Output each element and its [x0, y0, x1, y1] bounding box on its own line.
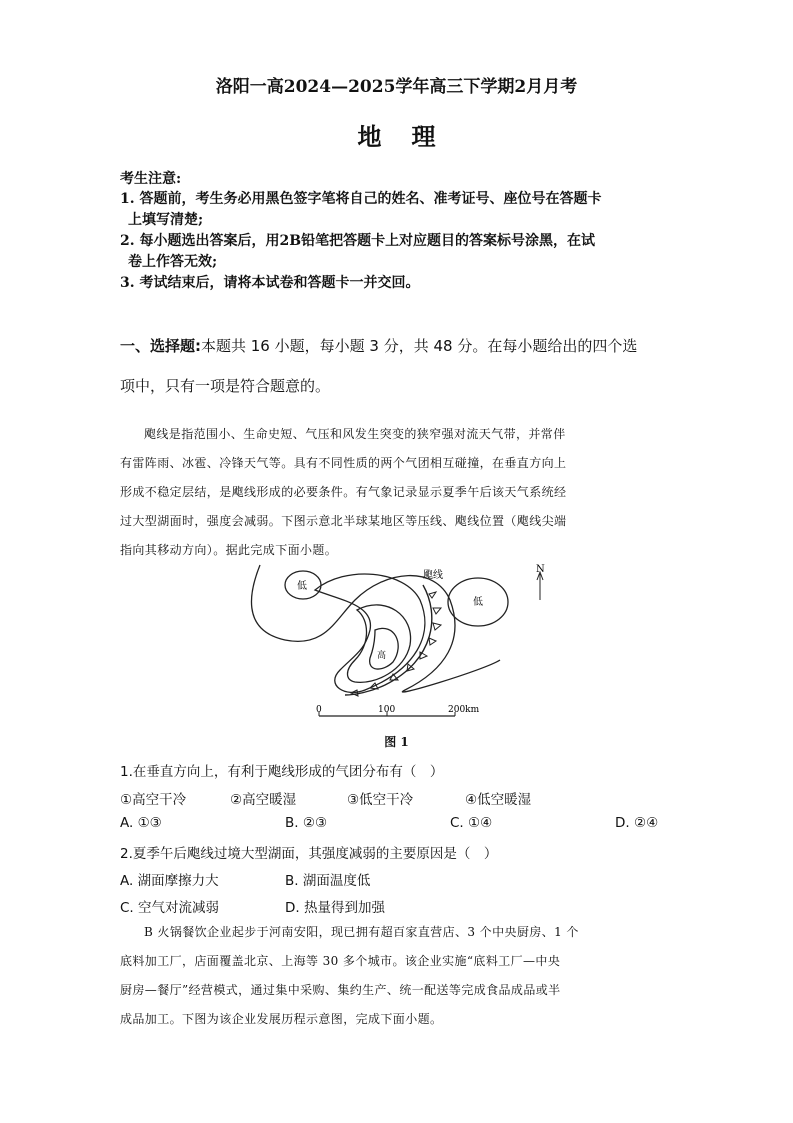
notice-item: [120, 273, 680, 294]
squall-triangle: [433, 623, 441, 630]
q2-option-d[interactable]: D. 热量得到加强: [285, 900, 385, 916]
passage-line: 指向其移动方向）。据此完成下面小题。: [120, 543, 338, 557]
passage-line: 底料加工厂，店面覆盖北京、上海等 30 多个城市。该企业实施“底料工厂—中央: [120, 954, 561, 968]
isobar-3: [348, 605, 411, 682]
passage-line: 飑线是指范围小、生命史短、气压和风发生突变的狭窄强对流天气带，并常伴: [144, 427, 566, 441]
exam-title: 洛阳一高2024—2025学年高三下学期2月月考: [215, 77, 578, 97]
notice-item-line: 2. 每小题选出答案后，用2B铅笔把答题卡上对应题目的答案标号涂黑，在试: [120, 233, 596, 249]
notice-item-line: 上填写清楚;: [128, 212, 204, 228]
squall-triangle: [429, 638, 436, 645]
passage-squall-line: [120, 420, 676, 565]
q1-statement: ③低空干冷: [347, 792, 414, 808]
q1-option-a[interactable]: A. ①③: [120, 815, 162, 831]
figure-caption: 图 1: [384, 735, 409, 749]
passage-line: 形成不稳定层结，是飑线形成的必要条件。有气象记录显示夏季午后该天气系统经: [120, 485, 567, 499]
section-text-line2: 项中，只有一项是符合题意的。: [120, 377, 331, 395]
isobar-2: [315, 574, 425, 692]
squall-triangle: [433, 608, 441, 614]
q1-option-d[interactable]: D. ②④: [615, 815, 659, 831]
passage-line: 有雷阵雨、冰雹、冷锋天气等。具有不同性质的两个气团相互碰撞，在垂直方向上: [120, 456, 567, 470]
section-label: 一、选择题:: [120, 337, 201, 355]
passage-line: B 火锅餐饮企业起步于河南安阳，现已拥有超百家直营店、3 个中央厨房、1 个: [144, 925, 579, 939]
label-low-right: 低: [473, 597, 483, 608]
notice-item: [120, 189, 680, 231]
q1-option-b[interactable]: B. ②③: [285, 815, 328, 831]
passage-hotpot-enterprise: [120, 918, 676, 1034]
scale-label-0: 0: [316, 705, 322, 715]
section-heading: [120, 335, 680, 356]
passage-line: 成品加工。下图为该企业发展历程示意图，完成下面小题。: [120, 1012, 443, 1026]
passage-line: 厨房—餐厅”经营模式，通过集中采购、集约生产、统一配送等完成食品成品或半: [120, 983, 561, 997]
isobar-outer: [251, 565, 500, 692]
label-high: 高: [377, 651, 387, 661]
notice-item-line: 1. 答题前，考生务必用黑色签字笔将自己的姓名、准考证号、座位号在答题卡: [120, 191, 602, 207]
q2-option-a[interactable]: A. 湖面摩擦力大: [120, 873, 219, 889]
north-label: N: [536, 564, 545, 575]
notice-list: [120, 189, 680, 294]
notice-heading: 考生注意:: [120, 171, 182, 187]
label-squall-line: 飑线: [423, 570, 443, 581]
subject-title: 地理: [357, 122, 466, 151]
section-text: 本题共 16 小题，每小题 3 分，共 48 分。在每小题给出的四个选: [201, 337, 638, 355]
isobar-high: [370, 628, 399, 669]
q1-statement: ②高空暖湿: [230, 792, 297, 808]
q2-option-b[interactable]: B. 湖面温度低: [285, 873, 371, 889]
passage-line: 过大型湖面时，强度会减弱。下图示意北半球某地区等压线、飑线位置（飑线尖端: [120, 514, 567, 528]
squall-triangle: [429, 592, 436, 598]
question-1-stem: 1.在垂直方向上，有利于飑线形成的气团分布有（ ）: [120, 764, 444, 780]
label-low-left: 低: [297, 581, 307, 592]
q1-option-c[interactable]: C. ①④: [450, 815, 493, 831]
scale-label-200: 200km: [448, 705, 480, 715]
q2-option-c[interactable]: C. 空气对流减弱: [120, 900, 220, 916]
question-2-stem: 2.夏季午后飑线过境大型湖面，其强度减弱的主要原因是（ ）: [120, 846, 498, 862]
notice-item-line: 卷上作答无效;: [128, 254, 218, 270]
scale-label-100: 100: [378, 705, 396, 715]
notice-item: [120, 231, 680, 273]
notice-item-line: 3. 考试结束后，请将本试卷和答题卡一并交回。: [120, 275, 420, 291]
squall-triangle: [390, 674, 398, 680]
q1-statement: ①高空干冷: [120, 792, 187, 808]
q1-statement: ④低空暖湿: [465, 792, 532, 808]
isobar-map-figure: [245, 560, 565, 725]
